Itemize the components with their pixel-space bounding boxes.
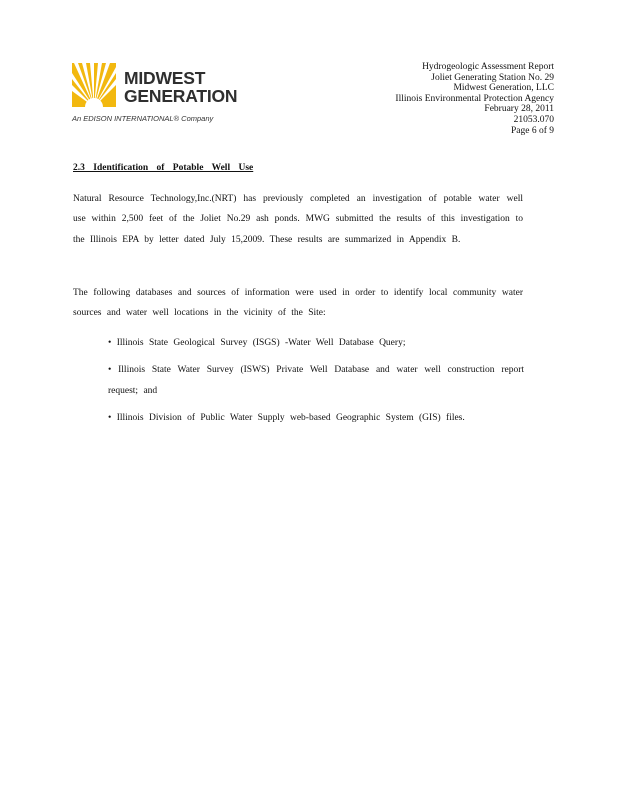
midwest-generation-logo xyxy=(72,63,242,123)
report-header xyxy=(395,62,554,136)
logo-wordmark xyxy=(124,69,237,105)
logo-line1: MIDWEST xyxy=(124,68,206,88)
header-line: 21053.070 xyxy=(513,114,554,125)
header-line: February 28, 2011 xyxy=(484,104,554,115)
header-line: Joliet Generating Station No. 29 xyxy=(431,72,554,83)
header-line: Midwest Generation, LLC xyxy=(453,83,554,94)
logo-line2: GENERATION xyxy=(124,86,238,106)
source-list xyxy=(108,333,524,435)
list-item: • Illinois State Geological Survey (ISGS) -Water Well Database Query; xyxy=(108,338,406,348)
section-title: 2.3 Identification of Potable Well Use xyxy=(73,163,254,173)
logo-tagline: An EDISON INTERNATIONAL® Company xyxy=(72,114,214,123)
sunburst-logo-icon xyxy=(72,63,116,107)
header-line: Hydrogeologic Assessment Report xyxy=(422,62,554,72)
list-item: • Illinois Division of Public Water Supply web-based Geographic System (GIS) files. xyxy=(108,413,465,423)
header-line: Illinois Environmental Protection Agency xyxy=(395,93,554,104)
list-item: • Illinois State Water Survey (ISWS) Private Well Database and water well construction report request; and xyxy=(108,365,524,396)
page-number: Page 6 of 9 xyxy=(510,125,554,136)
paragraph-investigation: Natural Resource Technology,Inc.(NRT) has previously completed an investigation of potable water well use within 2,500 feet of the Joliet No.29 ash ponds. MWG submitted the results of this investigation to the Illinois EPA by letter dated July 15,2009. These results are summarized in Appendix B. xyxy=(73,194,523,245)
paragraph-sources: The following databases and sources of information were used in order to identify local community water sources and water well locations in the vicinity of the Site: xyxy=(73,288,523,319)
